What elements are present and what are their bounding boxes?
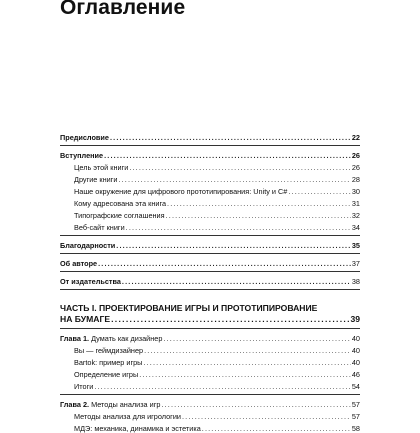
toc-subentry[interactable] xyxy=(60,424,360,433)
toc-subentry-page: 40 xyxy=(351,358,360,367)
toc-chapter-label: Глава 2. xyxy=(60,400,90,409)
toc-part-page: 39 xyxy=(350,314,360,324)
page-title: Оглавление xyxy=(60,0,186,19)
toc-subentry-title: Кому адресована эта книга xyxy=(74,199,167,208)
toc-subentry-title: Типографские соглашения xyxy=(74,211,165,220)
dot-leader xyxy=(288,187,351,196)
toc-subentry-title: Bartok: пример игры xyxy=(74,358,143,367)
toc-subentry-page: 54 xyxy=(351,382,360,391)
dot-leader xyxy=(98,259,351,268)
dot-leader xyxy=(163,334,350,343)
toc-subentry-page: 58 xyxy=(351,424,360,433)
toc-subentry-page: 40 xyxy=(351,346,360,355)
toc-subentry-page: 26 xyxy=(351,163,360,172)
toc-subentry-page: 30 xyxy=(351,187,360,196)
dot-leader xyxy=(126,223,351,232)
toc-subentry[interactable] xyxy=(60,211,360,220)
toc-subentry-title: МДЭ: механика, динамика и эстетика xyxy=(74,424,201,433)
toc-subentry[interactable] xyxy=(60,163,360,172)
toc-entry-page: 22 xyxy=(351,133,360,142)
toc-subentry-page: 46 xyxy=(351,370,360,379)
dot-leader xyxy=(94,382,351,391)
divider xyxy=(60,235,360,236)
toc-subentry-title: Определение игры xyxy=(74,370,139,379)
dot-leader xyxy=(118,175,350,184)
dot-leader xyxy=(122,277,351,286)
toc-subentry-page: 32 xyxy=(351,211,360,220)
toc-entry-preface[interactable] xyxy=(60,133,360,142)
dot-leader xyxy=(139,370,351,379)
dot-leader xyxy=(110,133,351,142)
toc-entry-intro[interactable] xyxy=(60,151,360,160)
toc-subentry-title: Итоги xyxy=(74,382,94,391)
toc-subentry[interactable] xyxy=(60,199,360,208)
dot-leader xyxy=(167,199,351,208)
toc-chapter-2[interactable] xyxy=(60,400,360,409)
toc-entry-about-author[interactable] xyxy=(60,259,360,268)
toc-subentry[interactable] xyxy=(60,382,360,391)
toc-chapter-title: Методы анализа игр xyxy=(91,400,161,409)
toc-entry-thanks[interactable] xyxy=(60,241,360,250)
table-of-contents xyxy=(60,133,360,433)
toc-chapter-page: 57 xyxy=(351,400,360,409)
toc-chapter-label: Глава 1. xyxy=(60,334,90,343)
toc-subentry-page: 31 xyxy=(351,199,360,208)
toc-subentry[interactable] xyxy=(60,346,360,355)
toc-subentry[interactable] xyxy=(60,370,360,379)
divider xyxy=(60,253,360,254)
toc-entry-page: 38 xyxy=(351,277,360,286)
toc-subentry[interactable] xyxy=(60,358,360,367)
dot-leader xyxy=(144,346,351,355)
divider xyxy=(60,145,360,146)
dot-leader xyxy=(116,241,351,250)
dot-leader xyxy=(166,211,351,220)
toc-subentry[interactable] xyxy=(60,187,360,196)
toc-entry-title: Об авторе xyxy=(60,259,98,268)
toc-subentry-title: Веб-сайт книги xyxy=(74,223,125,232)
dot-leader xyxy=(161,400,350,409)
toc-entry-title: От издательства xyxy=(60,277,121,286)
toc-subentry-title: Наше окружение для цифрового прототипирования: Unity и C# xyxy=(74,187,288,196)
toc-subentry[interactable] xyxy=(60,175,360,184)
toc-subentry-page: 28 xyxy=(351,175,360,184)
dot-leader xyxy=(129,163,351,172)
divider xyxy=(60,289,360,290)
toc-chapter-page: 40 xyxy=(351,334,360,343)
toc-entry-publisher[interactable] xyxy=(60,277,360,286)
toc-entry-page: 35 xyxy=(351,241,360,250)
toc-entry-title: Вступление xyxy=(60,151,104,160)
toc-subentry-title: Другие книги xyxy=(74,175,118,184)
toc-entry-page: 37 xyxy=(351,259,360,268)
toc-entry-page: 26 xyxy=(351,151,360,160)
toc-subentry-page: 34 xyxy=(351,223,360,232)
dot-leader xyxy=(111,314,349,325)
toc-part-title-line2[interactable] xyxy=(60,314,360,325)
toc-part-title-text: НА БУМАГЕ xyxy=(60,314,111,324)
toc-part-title-line1[interactable]: ЧАСТЬ I. ПРОЕКТИРОВАНИЕ ИГРЫ И ПРОТОТИПИРОВАНИЕ xyxy=(60,303,318,313)
toc-entry-title: Предисловие xyxy=(60,133,109,142)
toc-chapter-title: Думать как дизайнер xyxy=(91,334,163,343)
toc-entry-title: Благодарности xyxy=(60,241,116,250)
toc-chapter-1[interactable] xyxy=(60,334,360,343)
toc-subentry-page: 57 xyxy=(351,412,360,421)
divider xyxy=(60,271,360,272)
toc-subentry-title: Цель этой книги xyxy=(74,163,129,172)
toc-subentry-title: Вы — геймдизайнер xyxy=(74,346,144,355)
dot-leader xyxy=(202,424,351,433)
divider xyxy=(60,394,360,395)
dot-leader xyxy=(104,151,351,160)
toc-subentry-title: Методы анализа для игрологии xyxy=(74,412,181,421)
toc-subentry[interactable] xyxy=(60,223,360,232)
dot-leader xyxy=(143,358,350,367)
divider xyxy=(60,328,360,329)
